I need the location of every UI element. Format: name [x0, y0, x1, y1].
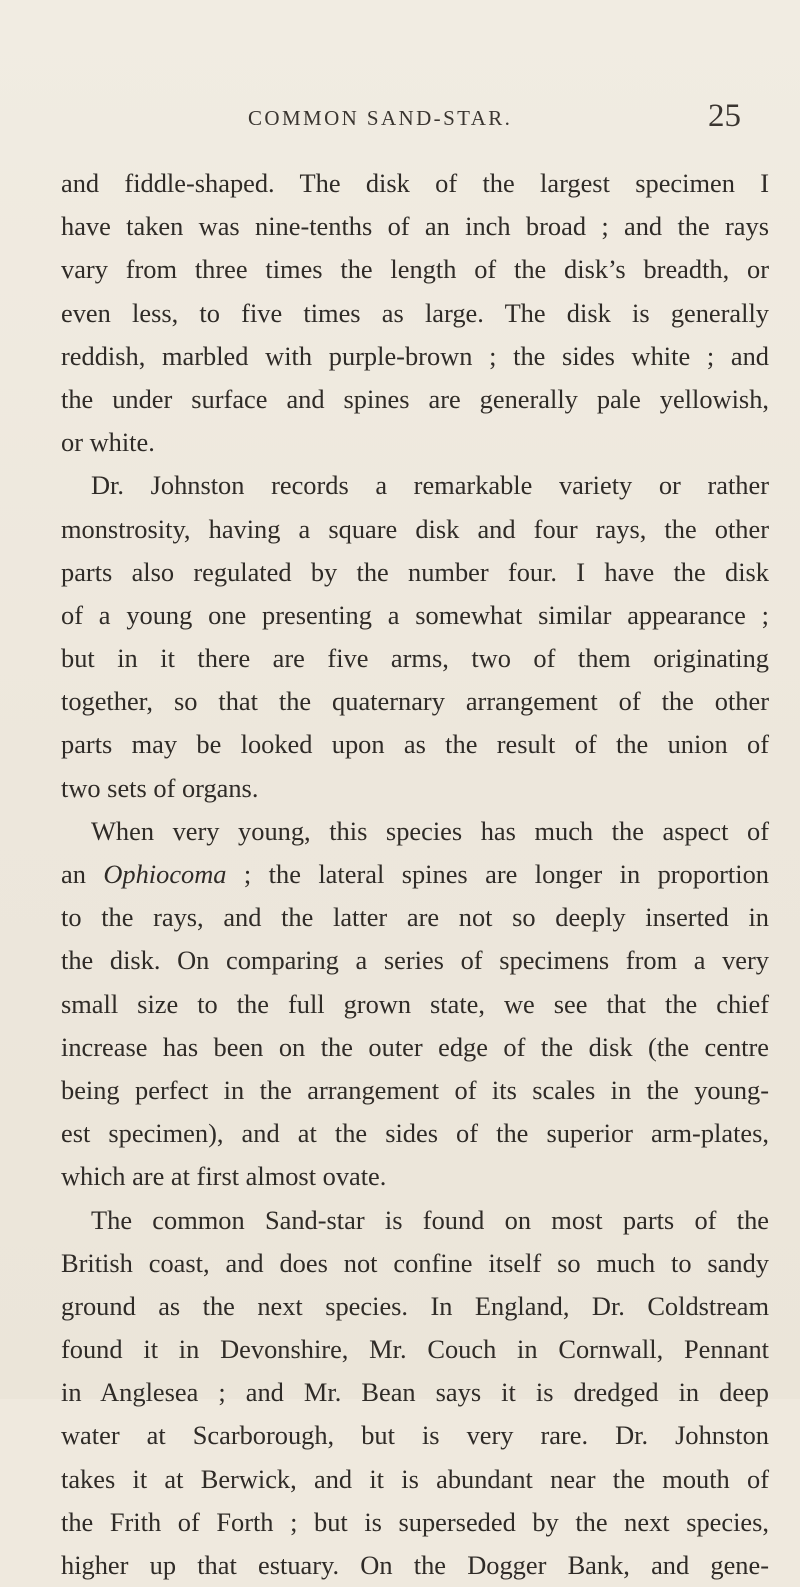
text-line: found it in Devonshire, Mr. Couch in Cornwall, Pennant: [61, 1334, 769, 1365]
text-line: est specimen), and at the sides of the superior arm-plates,: [61, 1118, 769, 1149]
text-line: British coast, and does not confine itself so much to sandy: [61, 1247, 769, 1278]
text-line: and fiddle-shaped. The disk of the largest specimen I: [61, 168, 769, 198]
text-line: being perfect in the arrangement of its scales in the young-: [61, 1074, 769, 1105]
italic-genus-name: Ophiocoma: [103, 859, 227, 889]
text-fragment: ; the lateral spines are longer in proportion: [226, 859, 769, 889]
text-line: have taken was nine-tenths of an inch broad ; and the rays: [61, 211, 769, 242]
page-number: 25: [708, 98, 741, 134]
text-line: two sets of organs.: [61, 772, 259, 803]
text-line: reddish, marbled with purple-brown ; the sides white ; and: [61, 340, 769, 371]
text-line: vary from three times the length of the disk’s breadth, or: [61, 254, 769, 285]
text-line: water at Scarborough, but is very rare. Dr. Johnston: [61, 1420, 769, 1451]
text-line: the Frith of Forth ; but is superseded by the next species,: [61, 1506, 769, 1537]
text-line: but in it there are five arms, two of them originating: [61, 643, 769, 674]
text-line: increase has been on the outer edge of the disk (the centre: [61, 1031, 769, 1062]
text-line: When very young, this species has much the aspect of: [91, 815, 769, 846]
text-line: of a young one presenting a somewhat similar appearance ;: [61, 599, 769, 630]
text-line: which are at first almost ovate.: [61, 1161, 387, 1192]
text-line: the under surface and spines are generally pale yellowish,: [61, 383, 769, 414]
text-line: small size to the full grown state, we see that the chief: [61, 988, 769, 1019]
text-line: takes it at Berwick, and it is abundant near the mouth of: [61, 1463, 769, 1494]
text-fragment: an: [61, 859, 104, 889]
running-title: COMMON SAND-STAR.: [248, 106, 513, 130]
text-line: even less, to five times as large. The disk is generally: [61, 297, 769, 328]
body-text: [61, 162, 769, 1587]
text-line: monstrosity, having a square disk and four rays, the other: [61, 513, 769, 544]
text-line: or white.: [61, 427, 155, 458]
text-line: parts also regulated by the number four. I have the disk: [61, 556, 769, 587]
text-line: The common Sand-star is found on most parts of the: [91, 1204, 769, 1235]
text-line: higher up that estuary. On the Dogger Bank, and gene-: [61, 1550, 769, 1580]
text-line-with-italic: [61, 853, 769, 896]
text-line: ground as the next species. In England, Dr. Coldstream: [61, 1290, 769, 1321]
text-line: Dr. Johnston records a remarkable variety or rather: [91, 470, 769, 501]
text-line: to the rays, and the latter are not so deeply inserted in: [61, 902, 769, 933]
text-line: the disk. On comparing a series of specimens from a very: [61, 945, 769, 976]
text-line: together, so that the quaternary arrangement of the other: [61, 686, 769, 717]
text-line: parts may be looked upon as the result of the union of: [61, 729, 769, 760]
text-line: in Anglesea ; and Mr. Bean says it is dredged in deep: [61, 1377, 769, 1408]
